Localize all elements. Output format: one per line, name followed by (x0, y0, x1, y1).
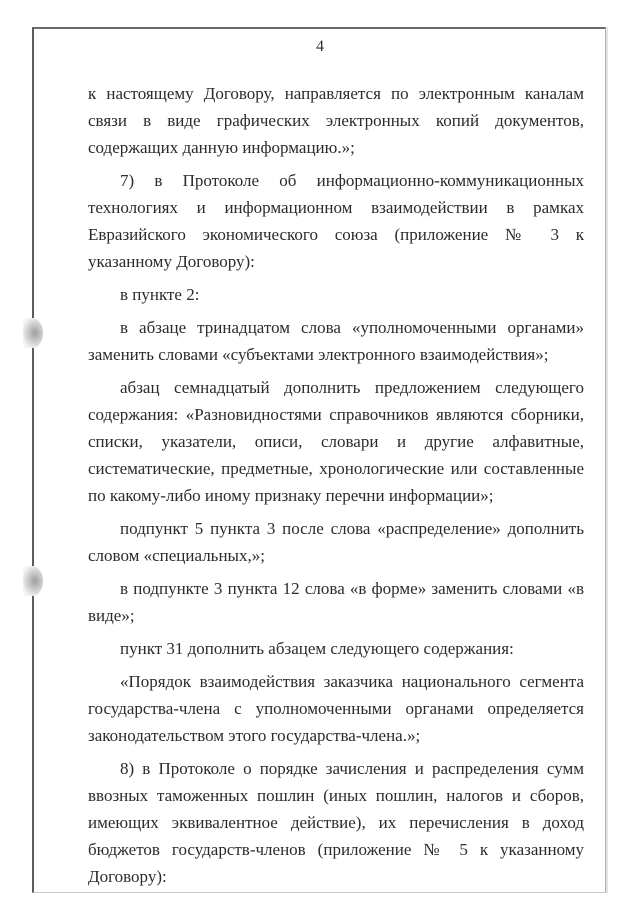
paragraph-subpoint-5: подпункт 5 пункта 3 после слова «распределение» дополнить словом «специальных,»; (88, 519, 584, 565)
paragraph-point-2: в пункте 2: (120, 285, 200, 304)
page-border-shadow (606, 27, 608, 893)
paragraph-point-31: пункт 31 дополнить абзацем следующего содержания: (120, 639, 514, 658)
paragraph-item-7: 7) в Протоколе об информационно-коммуникационных технологиях и информационном взаимодействии в рамках Евразийского экономического союза (приложение № 3 к указанному Договору): (88, 171, 584, 271)
paragraph-abzac-17: абзац семнадцатый дополнить предложением следующего содержания: «Разновидностями справочников являются сборники, списки, указатели, описи, словари и другие алфавитные, систематические, предметные, хронологические или составленные по какому-либо иному признаку перечни информации»; (88, 378, 584, 505)
paragraph-quote-order: «Порядок взаимодействия заказчика национального сегмента государства-члена с уполномоченными органами определяется законодательством этого государства-члена.»; (88, 672, 584, 745)
document-body (88, 80, 584, 896)
page-number: 4 (316, 38, 324, 55)
binder-hole-upper (23, 318, 43, 348)
binder-hole-lower (23, 566, 43, 596)
paragraph-item-8: 8) в Протоколе о порядке зачисления и распределения сумм ввозных таможенных пошлин (иных пошлин, налогов и сборов, имеющих эквивалентное действие), их перечисления в доход бюджетов государств-членов (приложение № 5 к указанному Договору): (88, 759, 584, 886)
paragraph-abzac-13: в абзаце тринадцатом слова «уполномоченными органами» заменить словами «субъектами электронного взаимодействия»; (88, 318, 584, 364)
paragraph-subpoint-3: в подпункте 3 пункта 12 слова «в форме» заменить словами «в виде»; (88, 579, 584, 625)
paragraph-continuation: к настоящему Договору, направляется по электронным каналам связи в виде графических электронных копий документов, содержащих данную информацию.»; (88, 84, 584, 157)
